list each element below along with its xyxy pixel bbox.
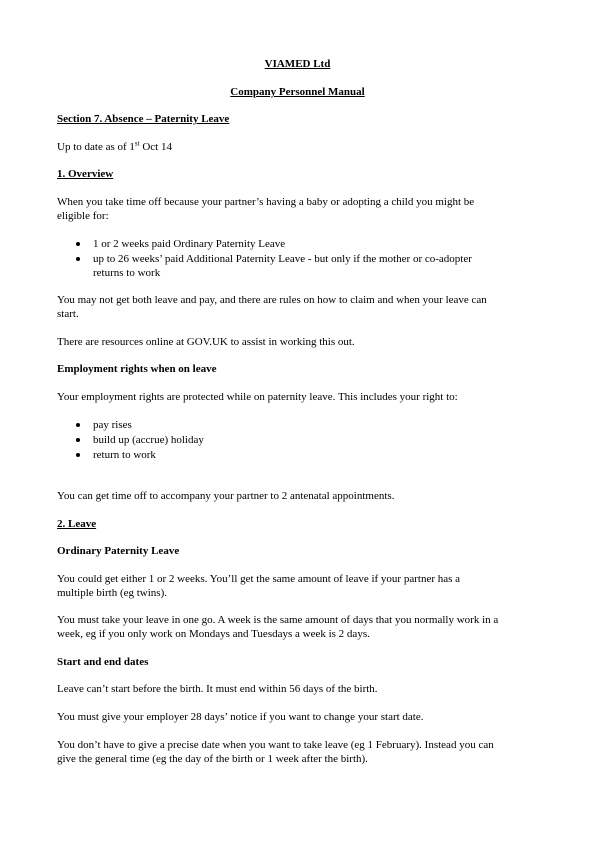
- overview-p2: There are resources online at GOV.UK to assist in working this out.: [57, 336, 355, 348]
- employment-rights-heading: Employment rights when on leave: [57, 363, 217, 375]
- date-line: Up to date as of 1st Oct 14: [57, 139, 172, 153]
- overview-intro-line-2: eligible for:: [57, 210, 109, 222]
- bullet-marker: [76, 423, 80, 427]
- section-title: Section 7. Absence – Paternity Leave: [57, 113, 230, 125]
- start-end-dates-heading: Start and end dates: [57, 656, 149, 668]
- ordinary-p1-line-1: You could get either 1 or 2 weeks. You’ll get the same amount of leave if your partner has a: [57, 573, 461, 585]
- ordinary-leave-heading: Ordinary Paternity Leave: [57, 545, 180, 557]
- ordinary-p1-line-2: multiple birth (eg twins).: [57, 587, 167, 599]
- overview-bullet-1: 1 or 2 weeks paid Ordinary Paternity Leave: [93, 238, 286, 250]
- overview-intro-line-1: When you take time off because your partner’s having a baby or adopting a child you might be: [57, 196, 475, 208]
- bullet-marker: [76, 257, 80, 261]
- leave-heading: 2. Leave: [57, 518, 97, 530]
- overview-p1-line-1: You may not get both leave and pay, and there are rules on how to claim and when your leave can: [57, 294, 487, 306]
- dates-p2: You must give your employer 28 days’ notice if you want to change your start date.: [57, 711, 424, 723]
- rights-bullet-3: return to work: [93, 449, 156, 461]
- manual-title: Company Personnel Manual: [230, 86, 365, 98]
- overview-heading: 1. Overview: [57, 168, 114, 180]
- overview-p1-line-2: start.: [57, 308, 79, 320]
- overview-bullet-2-line-1: up to 26 weeks’ paid Additional Paternity Leave - but only if the mother or co-adopter: [93, 253, 472, 265]
- ordinary-p2-line-2: week, eg if you only work on Mondays and Tuesdays a week is 2 days.: [57, 628, 370, 640]
- ordinary-p2-line-1: You must take your leave in one go. A week is the same amount of days that you normally work in a: [57, 614, 499, 626]
- company-name: VIAMED Ltd: [264, 58, 331, 70]
- overview-bullet-2-line-2: returns to work: [93, 267, 161, 279]
- dates-p3-line-1: You don’t have to give a precise date when you want to take leave (eg 1 February). Instead you can: [57, 739, 494, 751]
- bullet-marker: [76, 242, 80, 246]
- bullet-marker: [76, 438, 80, 442]
- employment-rights-intro: Your employment rights are protected while on paternity leave. This includes your right to:: [57, 391, 458, 403]
- antenatal-text: You can get time off to accompany your partner to 2 antenatal appointments.: [57, 490, 395, 502]
- rights-bullet-2: build up (accrue) holiday: [93, 434, 204, 446]
- rights-bullet-1: pay rises: [93, 419, 132, 431]
- bullet-marker: [76, 453, 80, 457]
- dates-p1: Leave can’t start before the birth. It must end within 56 days of the birth.: [57, 683, 378, 695]
- dates-p3-line-2: give the general time (eg the day of the birth or 1 week after the birth).: [57, 753, 368, 765]
